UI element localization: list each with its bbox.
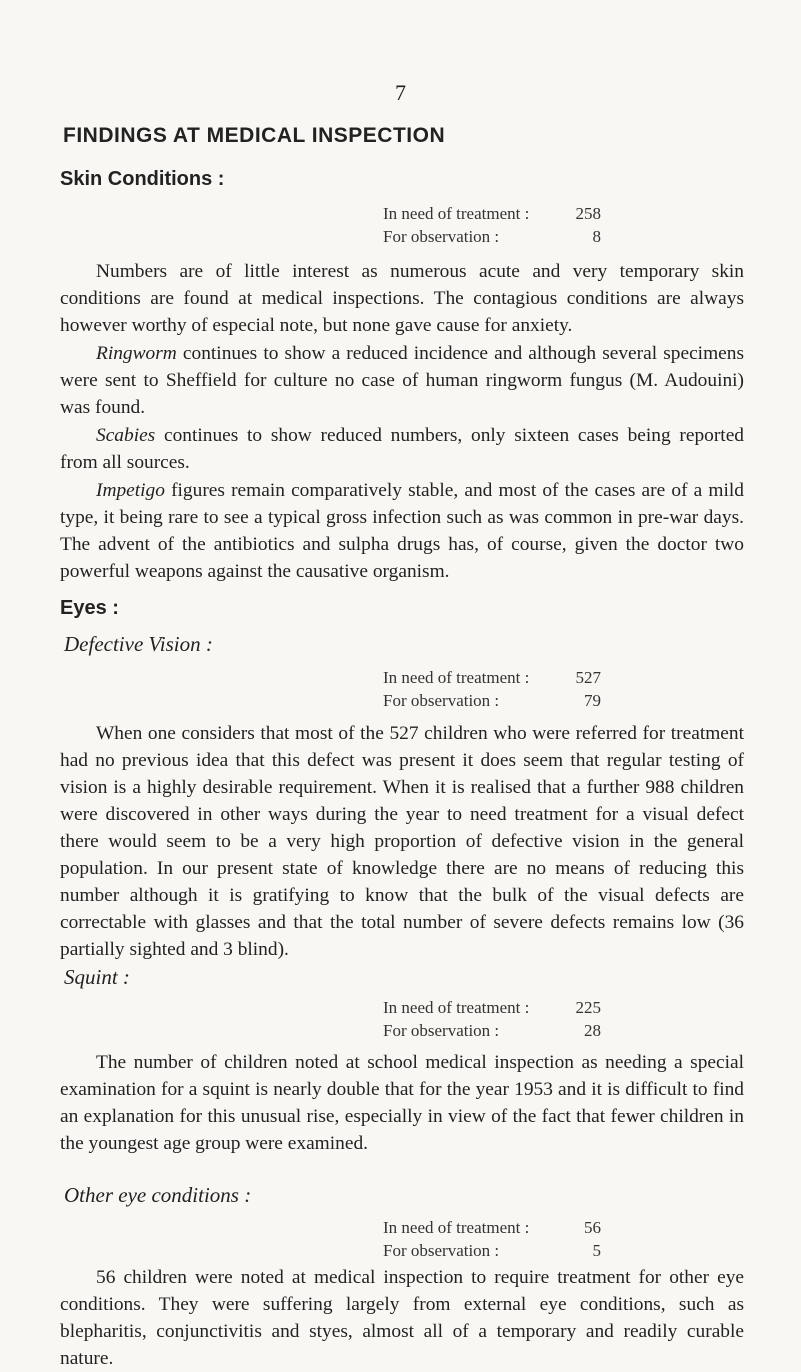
- impetigo-paragraph: [60, 477, 744, 585]
- ringworm-text: continues to show a reduced incidence and although several specimens were sent to Sheffield for culture no case of human ringworm fungus (M. Audouini) was found.: [60, 343, 744, 418]
- squint-subheading: Squint :: [64, 965, 130, 989]
- other-eye-conditions-subheading: Other eye conditions :: [64, 1183, 252, 1207]
- stat-value: 8: [592, 227, 601, 246]
- stat-value: 258: [575, 204, 601, 223]
- skin-conditions-heading: Skin Conditions :: [60, 168, 225, 190]
- stat-label: For observation :: [383, 691, 500, 710]
- page-number: 7: [395, 80, 406, 105]
- other-observation-stat: [383, 1241, 601, 1263]
- stat-value: 56: [584, 1218, 601, 1237]
- stat-label: For observation :: [383, 1021, 500, 1040]
- defective-observation-stat: [383, 691, 601, 713]
- defective-vision-subheading: Defective Vision :: [64, 632, 213, 656]
- skin-observation-stat: [383, 227, 601, 249]
- page-title: FINDINGS AT MEDICAL INSPECTION: [63, 124, 446, 147]
- stat-value: 225: [575, 998, 601, 1017]
- defective-treatment-stat: [383, 668, 601, 690]
- scabies-lead: Scabies: [96, 425, 156, 446]
- other-eye-conditions-paragraph: 56 children were noted at medical inspection to require treatment for other eye conditions. They were suffering largely from external eye conditions, such as blepharitis, conjunctivitis and styes, almost all of a temporary and readily curable nature.: [60, 1267, 744, 1369]
- scabies-text: continues to show reduced numbers, only sixteen cases being reported from all sources.: [60, 425, 744, 473]
- stat-value: 527: [575, 668, 601, 687]
- eyes-heading: Eyes :: [60, 597, 119, 619]
- skin-treatment-stat: [383, 204, 601, 226]
- stat-label: In need of treatment :: [383, 204, 530, 223]
- ringworm-paragraph: [60, 340, 744, 421]
- squint-observation-stat: [383, 1021, 601, 1043]
- stat-label: In need of treatment :: [383, 668, 530, 687]
- stat-value: 5: [592, 1241, 601, 1260]
- stat-value: 28: [584, 1021, 601, 1040]
- stat-value: 79: [584, 691, 601, 710]
- defective-vision-paragraph: When one considers that most of the 527 children who were referred for treatment had no previous idea that this defect was present it does seem that regular testing of vision is a highly desirable requirement. When it is realised that a further 988 children were discovered in other ways during the year to need treatment for a visual defect there would seem to be a very high proportion of defective vision in the general population. In our present state of knowledge there are no means of reducing this number although it is gratifying to know that the bulk of the visual defects are correctable with glasses and that the total number of severe defects remains low (36 partially sighted and 3 blind).: [60, 723, 744, 960]
- impetigo-text: figures remain comparatively stable, and most of the cases are of a mild type, it being rare to see a typical gross infection such as was common in pre-war days. The advent of the antibiotics and sulpha drugs has, of course, given the doctor two powerful weapons against the causative organism.: [60, 480, 744, 582]
- stat-label: In need of treatment :: [383, 998, 530, 1017]
- ringworm-lead: Ringworm: [96, 343, 177, 364]
- squint-treatment-stat: [383, 998, 601, 1020]
- squint-paragraph: The number of children noted at school medical inspection as needing a special examination for a squint is nearly double that for the year 1953 and it is difficult to find an explanation for this unusual rise, especially in view of the fact that fewer children in the youngest age group were examined.: [60, 1052, 744, 1154]
- other-treatment-stat: [383, 1218, 601, 1240]
- stat-label: In need of treatment :: [383, 1218, 530, 1237]
- skin-intro-paragraph: Numbers are of little interest as numerous acute and very temporary skin conditions are found at medical inspections. The contagious conditions are always however worthy of especial note, but none gave cause for anxiety.: [60, 261, 744, 336]
- stat-label: For observation :: [383, 1241, 500, 1260]
- impetigo-lead: Impetigo: [96, 480, 165, 501]
- stat-label: For observation :: [383, 227, 500, 246]
- scabies-paragraph: [60, 422, 744, 476]
